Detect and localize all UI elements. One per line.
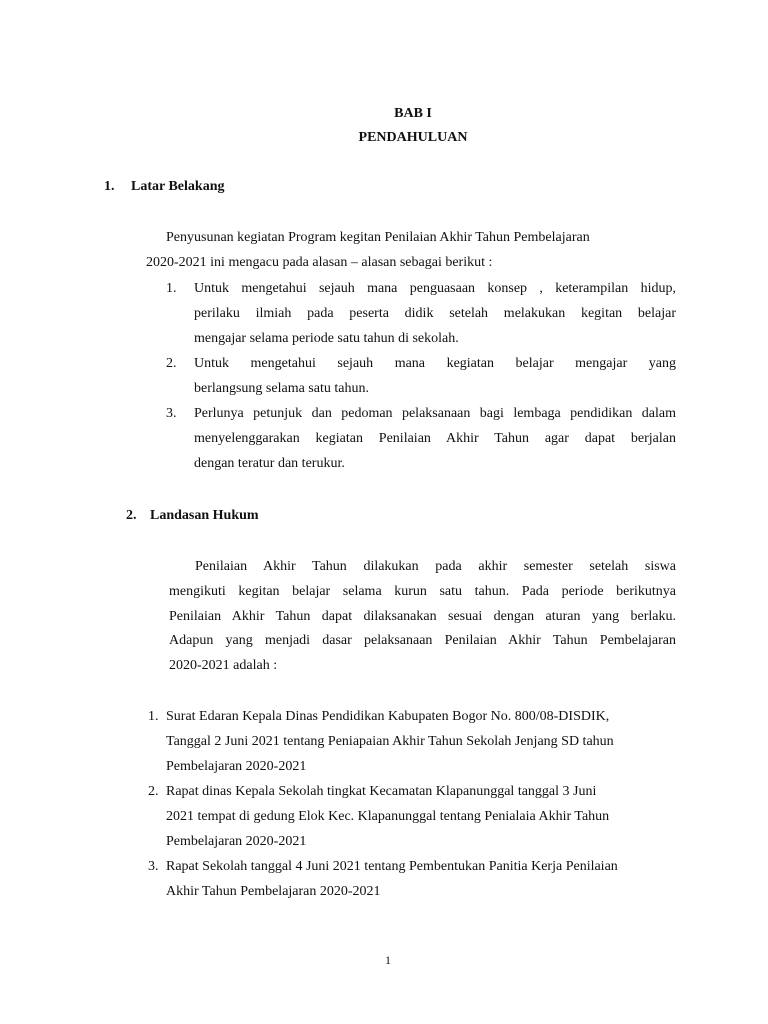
section-2-item-1-line-2: Tanggal 2 Juni 2021 tentang Peniapaian Akhir Tahun Sekolah Jenjang SD tahun <box>166 734 614 749</box>
section-1-number: 1. <box>104 179 115 194</box>
section-1-item-1-line-1: Untuk mengetahui sejauh mana penguasaan konsep , keterampilan hidup, <box>194 281 676 296</box>
section-1-item-3-line-3: dengan teratur dan terukur. <box>194 456 345 471</box>
section-2-item-1-line-3: Pembelajaran 2020-2021 <box>166 759 307 774</box>
section-2-paragraph-line-4: Adapun yang menjadi dasar pelaksanaan Penilaian Akhir Tahun Pembelajaran <box>169 633 676 648</box>
section-1-intro-line-2: 2020-2021 ini mengacu pada alasan – alasan sebagai berikut : <box>146 255 493 270</box>
section-1-title: Latar Belakang <box>131 179 225 194</box>
section-1-item-1-line-2: perilaku ilmiah pada peserta didik setelah melakukan kegitan belajar <box>194 306 676 321</box>
chapter-title: PENDAHULUAN <box>358 130 468 145</box>
section-2-item-3-line-1: Rapat Sekolah tanggal 4 Juni 2021 tentang Pembentukan Panitia Kerja Penilaian <box>166 859 618 874</box>
section-2-item-3-line-2: Akhir Tahun Pembelajaran 2020-2021 <box>166 884 381 899</box>
section-2-paragraph-line-5: 2020-2021 adalah : <box>169 658 278 673</box>
page-number: 1 <box>385 953 391 967</box>
section-1-intro-line-1: Penyusunan kegiatan Program kegitan Penilaian Akhir Tahun Pembelajaran <box>166 230 590 245</box>
section-2-item-2-number: 2. <box>148 784 159 799</box>
section-2-item-2-line-3: Pembelajaran 2020-2021 <box>166 834 307 849</box>
section-2-paragraph-line-3: Penilaian Akhir Tahun dapat dilaksanakan sesuai dengan aturan yang berlaku. <box>169 609 676 624</box>
section-2-paragraph-line-1: Penilaian Akhir Tahun dilakukan pada akhir semester setelah siswa <box>195 559 676 574</box>
section-2-item-1-line-1: Surat Edaran Kepala Dinas Pendidikan Kabupaten Bogor No. 800/08-DISDIK, <box>166 709 610 724</box>
section-2-number: 2. <box>126 508 137 523</box>
section-2-item-2-line-1: Rapat dinas Kepala Sekolah tingkat Kecamatan Klapanunggal tanggal 3 Juni <box>166 784 597 799</box>
section-2-title: Landasan Hukum <box>150 508 259 523</box>
section-1-item-2-line-1: Untuk mengetahui sejauh mana kegiatan belajar mengajar yang <box>194 356 676 371</box>
chapter-label: BAB I <box>394 106 432 121</box>
section-1-item-3-line-1: Perlunya petunjuk dan pedoman pelaksanaan bagi lembaga pendidikan dalam <box>194 406 676 421</box>
section-1-item-1-line-3: mengajar selama periode satu tahun di sekolah. <box>194 331 459 346</box>
section-1-item-1-number: 1. <box>166 281 177 296</box>
section-2-item-2-line-2: 2021 tempat di gedung Elok Kec. Klapanunggal tentang Penialaia Akhir Tahun <box>166 809 610 824</box>
section-2-item-1-number: 1. <box>148 709 159 724</box>
section-2-item-3-number: 3. <box>148 859 159 874</box>
section-1-item-2-number: 2. <box>166 356 177 371</box>
section-1-item-3-line-2: menyelenggarakan kegiatan Penilaian Akhir Tahun agar dapat berjalan <box>194 431 676 446</box>
section-2-paragraph-line-2: mengikuti kegitan belajar selama kurun satu tahun. Pada periode berikutnya <box>169 584 676 599</box>
section-1-item-2-line-2: berlangsung selama satu tahun. <box>194 381 369 396</box>
section-1-item-3-number: 3. <box>166 406 177 421</box>
